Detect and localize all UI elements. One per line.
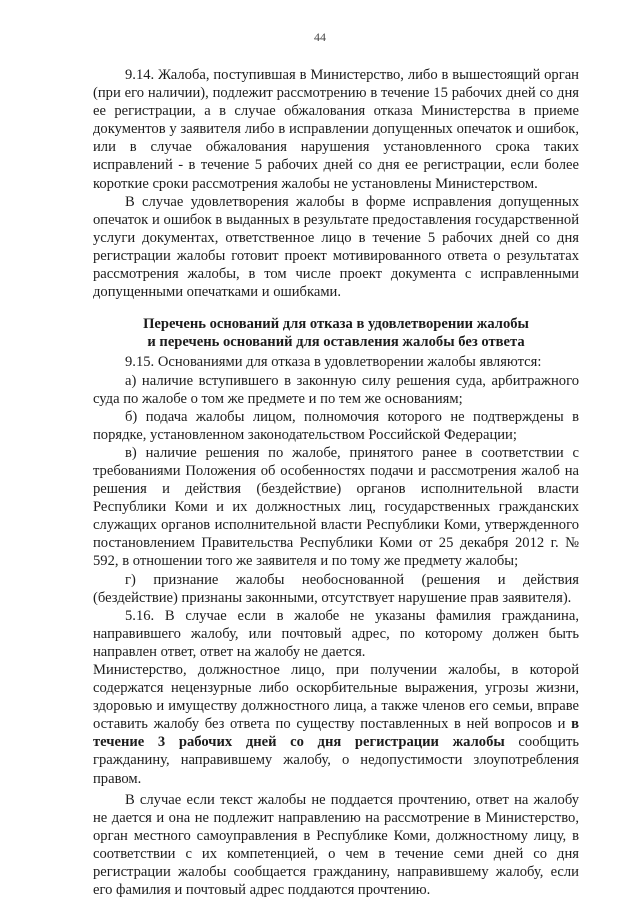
paragraph-ministry	[93, 661, 579, 788]
list-item-v: в) наличие решения по жалобе, принятого ранее в соответствии с требованиями Положения об особенностях подачи и рассмотрения жалоб на решения и действия (бездействие) органов исполнительной власти Республики Коми и их должностных лиц, государственных гражданских служащих органов исполнительной власти Республики Коми, утвержденного постановлением Правительства Республики Коми от 25 декабря 2012 г. № 592, в отношении того же заявителя и по тому же предмету жалобы;	[93, 444, 579, 570]
paragraph-ministry-deadline: в течение 3 рабочих дней со дня регистрации жалобы	[93, 716, 579, 751]
page-number: 44	[314, 30, 326, 44]
paragraph-unreadable: В случае если текст жалобы не поддается прочтению, ответ на жалобу не дается и она не подлежит направлению на рассмотрение в Министерство, орган местного самоуправления в Республике Коми, должностному лицу, в соответствии с их компетенцией, о чем в течение семи дней со дня регистрации жалобы сообщается гражданину, направившему жалобу, если его фамилия и почтовый адрес поддаются прочтению.	[93, 791, 579, 899]
paragraph-9-15: 9.15. Основаниями для отказа в удовлетворении жалобы являются:	[125, 354, 542, 371]
list-item-a: а) наличие вступившего в законную силу решения суда, арбитражного суда по жалобе о том же предмете и по тем же основаниям;	[93, 372, 579, 407]
paragraph-5-16: 5.16. В случае если в жалобе не указаны фамилия гражданина, направившего жалобу, или почтовый адрес, по которому должен быть направлен ответ, ответ на жалобу не дается.	[93, 607, 579, 660]
paragraph-ministry-text-end: сообщить гражданину, направившему жалобу, о недопустимости злоупотребления правом.	[93, 734, 580, 787]
section-heading-line-1: Перечень оснований для отказа в удовлетворении жалобы	[143, 316, 529, 333]
section-heading	[93, 315, 579, 351]
document-body	[93, 66, 579, 899]
paragraph-correction: В случае удовлетворения жалобы в форме исправления допущенных опечаток и ошибок в выданных в результате предоставления государственной услуги документах, ответственное лицо в течение 5 рабочих дней со дня регистрации жалобы готовит проект мотивированного ответа о результатах рассмотрения жалобы, в том числе проект документа с исправленными допущенными опечатками и ошибками.	[93, 193, 579, 301]
paragraph-ministry-text: Министерство, должностное лицо, при получении жалобы, в которой содержатся нецензурные либо оскорбительные выражения, угрозы жизни, здоровью и имуществу должностного лица, а также членов его семьи, вправе оставить жалобу без ответа по существу поставленных в ней вопросов и	[93, 662, 579, 733]
paragraph-9-14: 9.14. Жалоба, поступившая в Министерство, либо в вышестоящий орган (при его наличии), подлежит рассмотрению в течение 15 рабочих дней со дня ее регистрации, а в случае обжалования отказа Министерства в приеме документов у заявителя либо в исправлении допущенных опечаток и ошибок, или в случае обжалования нарушения установленного срока таких исправлений - в течение 5 рабочих дней со дня ее регистрации, если более короткие сроки рассмотрения жалобы не установлены Министерством.	[93, 67, 579, 192]
list-item-g: г) признание жалобы необоснованной (решения и действия (бездействие) признаны законными, отсутствует нарушение прав заявителя).	[93, 571, 579, 606]
list-item-b: б) подача жалобы лицом, полномочия которого не подтверждены в порядке, установленном законодательством Российской Федерации;	[93, 408, 579, 443]
section-heading-line-2: и перечень оснований для оставления жалобы без ответа	[147, 334, 525, 351]
